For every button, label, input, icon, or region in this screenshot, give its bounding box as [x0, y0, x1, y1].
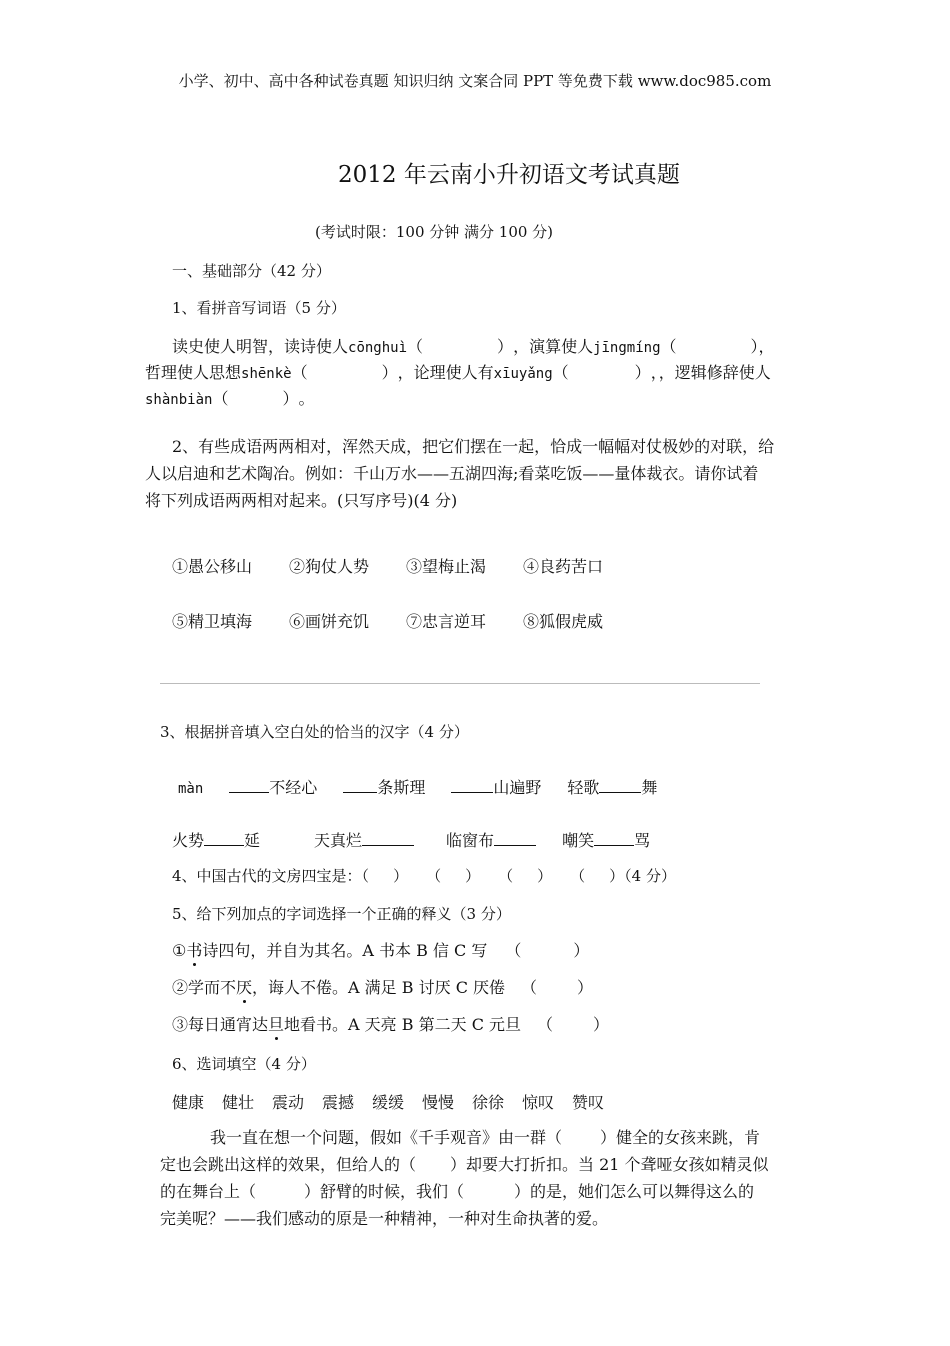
idiom-item: ⑧狐假虎威: [523, 612, 604, 631]
q3-row-1: màn 不经心 条斯理 山遍野 轻歌 舞: [178, 778, 658, 797]
word-option: 健康: [172, 1093, 205, 1112]
q5-item-1: ①书诗四句，并自为其名。A 书本 B 信 C 写 （ ）: [172, 938, 589, 961]
word-option: 健壮: [222, 1093, 255, 1112]
word-option: 赞叹: [572, 1093, 605, 1112]
idiom-item: ⑥画饼充饥: [289, 612, 370, 631]
q6-heading: 6、选词填空（4 分）: [172, 1055, 316, 1073]
section-basic-heading: 一、基础部分（42 分）: [172, 262, 331, 280]
q6-word-bank: [172, 1090, 604, 1113]
word-option: 缓缓: [372, 1093, 405, 1112]
q1-line-2: 哲理使人思想shēnkè（ ），论理使人有xīuyǎng（ ），，逻辑修辞使人: [145, 363, 771, 382]
word-option: 震撼: [322, 1093, 355, 1112]
idiom-item: ④良药苦口: [523, 557, 604, 576]
q3-heading: 3、根据拼音填入空白处的恰当的汉字（4 分）: [160, 723, 469, 741]
q1-heading: 1、看拼音写词语（5 分）: [172, 299, 346, 317]
q6-paragraph: 我一直在想一个问题，假如《千手观音》由一群（ ）健全的女孩来跳，肯 定也会跳出这样的效果，但给人的（ ）却要大打折扣。当 21 个聋哑女孩如精灵似 的在舞台上（ ）舒臂的时候，我们（ ）的是，她们怎么可以舞得这么的 完美呢？——我们感动的原是一种精神，一种对生命执著的爱。: [160, 1128, 769, 1228]
q4-line: 4、中国古代的文房四宝是：（ ） （ ） （ ） （ ）（4 分）: [172, 867, 676, 885]
q1-line-1: 读史使人明智，读诗使人cōnghuì（ ），演算使人jīngmíng（ ），: [172, 337, 775, 356]
word-option: 惊叹: [522, 1093, 555, 1112]
page-title: 2012 年云南小升初语文考试真题: [338, 162, 680, 188]
word-option: 震动: [272, 1093, 305, 1112]
idiom-item: ②狗仗人势: [289, 557, 370, 576]
exam-info: (考试时限：100 分钟 满分 100 分): [315, 223, 554, 241]
q2-text: 2、有些成语两两相对，浑然天成，把它们摆在一起，恰成一幅幅对仗极妙的对联，给 人以启迪和艺术陶冶。例如：千山万水——五湖四海;看菜吃饭——量体裁衣。请你试着 将下列成语两两相对起来。(只写序号)(4 分): [145, 437, 775, 510]
q1-line-3: shànbiàn（ ）。: [145, 389, 315, 408]
idiom-item: ③望梅止渴: [406, 557, 487, 576]
q5-heading: 5、给下列加点的字词选择一个正确的释义（3 分）: [172, 905, 511, 923]
q2-idiom-row-2: [172, 609, 603, 632]
q5-item-3: ③每日通宵达旦地看书。A 天亮 B 第二天 C 元旦 （ ）: [172, 1012, 609, 1035]
page-header: 小学、初中、高中各种试卷真题 知识归纳 文案合同 PPT 等免费下载 www.doc985.com: [178, 72, 772, 90]
q2-idiom-row-1: [172, 554, 603, 577]
idiom-item: ⑤精卫填海: [172, 612, 253, 631]
word-option: 徐徐: [472, 1093, 505, 1112]
idiom-item: ①愚公移山: [172, 557, 253, 576]
q5-item-2: ②学而不厌，诲人不倦。A 满足 B 讨厌 C 厌倦 （ ）: [172, 975, 593, 998]
word-option: 慢慢: [422, 1093, 455, 1112]
q3-row-2: 火势 延 天真烂 临窗布 嘲笑 骂: [172, 831, 651, 850]
idiom-item: ⑦忠言逆耳: [406, 612, 487, 631]
section-divider: [160, 683, 760, 684]
